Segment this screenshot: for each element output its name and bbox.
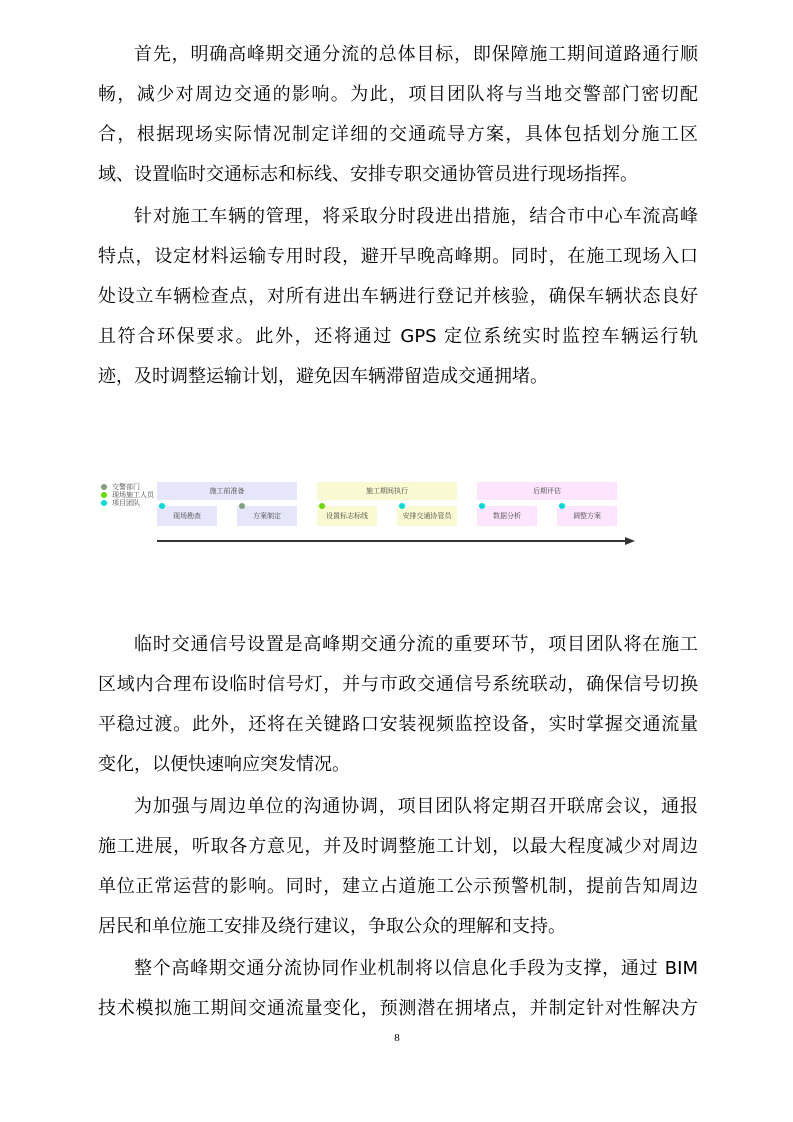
text-line: 平稳过渡。此外，还将在关键路口安装视频监控设备，实时掌握交通流量	[98, 714, 698, 735]
text-line: 单位正常运营的影响。同时，建立占道施工公示预警机制，提前告知周边	[98, 876, 698, 897]
text-line: 处设立车辆检查点，对所有进出车辆进行登记并核验，确保车辆状态良好	[98, 286, 698, 307]
body-text-bottom	[98, 625, 698, 1031]
phase-task: 方案制定	[237, 506, 297, 526]
text-line: 且符合环保要求。此外，还将通过 GPS 定位系统实时监控车辆运行轨	[98, 326, 698, 347]
task-marker-icon	[559, 503, 565, 509]
arrow-head-icon	[625, 537, 635, 545]
text-line: 变化，以便快速响应突发情况。	[98, 754, 350, 775]
timeline-diagram	[95, 475, 645, 555]
text-line: 施工进展，听取各方意见，并及时调整施工计划，以最大程度减少对周边	[98, 836, 698, 857]
phase-header: 后期评估	[477, 482, 617, 500]
task-marker-icon	[239, 503, 245, 509]
text-line: 特点，设定材料运输专用时段，避开早晚高峰期。同时，在施工现场入口	[98, 246, 698, 267]
paragraph	[98, 787, 698, 947]
task-marker-icon	[319, 503, 325, 509]
text-line: 迹，及时调整运输计划，避免因车辆滞留造成交通拥堵。	[98, 366, 548, 387]
body-text-top	[98, 35, 698, 399]
task-marker-icon	[479, 503, 485, 509]
legend-item	[101, 483, 154, 491]
text-line: 合，根据现场实际情况制定详细的交通疏导方案，具体包括划分施工区	[98, 124, 698, 145]
text-line: 区域内合理布设临时信号灯，并与市政交通信号系统联动，确保信号切换	[98, 674, 698, 695]
paragraph	[98, 949, 698, 1029]
phase-header: 施工前准备	[157, 482, 297, 500]
legend-label: 现场施工人员	[112, 491, 154, 499]
paragraph	[98, 197, 698, 397]
legend-label: 项目团队	[112, 499, 140, 507]
diagram-legend	[101, 483, 154, 507]
text-line: 整个高峰期交通分流协同作业机制将以信息化手段为支撑，通过 BIM	[134, 958, 698, 979]
legend-dot-icon	[101, 492, 107, 498]
page-number: 8	[394, 1032, 400, 1044]
text-line: 域、设置临时交通标志和标线、安排专职交通协管员进行现场指挥。	[98, 164, 638, 185]
paragraph	[98, 35, 698, 195]
text-line: 首先，明确高峰期交通分流的总体目标，即保障施工期间道路通行顺	[134, 44, 698, 65]
text-line: 为加强与周边单位的沟通协调，项目团队将定期召开联席会议，通报	[134, 796, 698, 817]
task-marker-icon	[159, 503, 165, 509]
phase-task: 现场勘查	[157, 506, 217, 526]
text-line: 畅，减少对周边交通的影响。为此，项目团队将与当地交警部门密切配	[98, 84, 698, 105]
task-marker-icon	[399, 503, 405, 509]
phase-task: 设置标志标线	[317, 506, 377, 526]
legend-label: 交警部门	[112, 483, 140, 491]
text-line: 临时交通信号设置是高峰期交通分流的重要环节，项目团队将在施工	[134, 634, 698, 655]
legend-item	[101, 491, 154, 499]
phase-task: 数据分析	[477, 506, 537, 526]
text-line: 技术模拟施工期间交通流量变化，预测潜在拥堵点，并制定针对性解决方	[98, 998, 698, 1019]
phase-header: 施工期间执行	[317, 482, 457, 500]
legend-dot-icon	[101, 484, 107, 490]
text-line: 居民和单位施工安排及绕行建议，争取公众的理解和支持。	[98, 916, 566, 937]
legend-item	[101, 499, 154, 507]
phase-task: 调整方案	[557, 506, 617, 526]
text-line: 针对施工车辆的管理，将采取分时段进出措施，结合市中心车流高峰	[134, 206, 698, 227]
paragraph	[98, 625, 698, 785]
timeline-axis	[157, 540, 627, 542]
legend-dot-icon	[101, 500, 107, 506]
phase-task: 安排交通协管员	[397, 506, 457, 526]
